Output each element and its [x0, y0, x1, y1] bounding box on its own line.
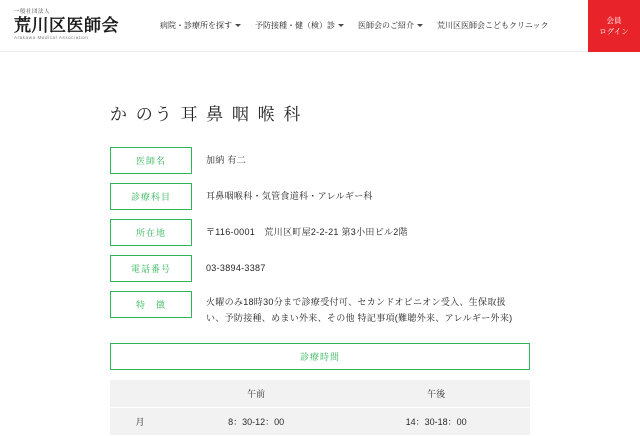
info-value: 03-3894-3387 [206, 263, 266, 273]
info-value: 耳鼻咽喉科・気管食道科・アレルギー科 [206, 191, 373, 201]
info-row-departments [110, 183, 530, 210]
info-label: 特 徴 [110, 291, 192, 318]
logo-subtitle: 一般社団法人 [14, 9, 51, 16]
info-label: 診療科目 [110, 183, 192, 210]
info-value: 〒116-0001 荒川区町屋2-2-21 第3小田ビル2階 [206, 227, 408, 237]
table-cell-day: 月 [110, 407, 170, 435]
table-header-corner [110, 380, 170, 408]
info-row-features [110, 291, 530, 327]
table-header-am: 午前 [170, 380, 342, 408]
main-content [0, 100, 640, 436]
logo-roman-text: Arakawa Medical Association [14, 35, 89, 41]
nav-item-about[interactable] [358, 20, 423, 31]
chevron-down-icon [235, 24, 241, 27]
info-row-address [110, 219, 530, 246]
nav-item-vaccination[interactable] [255, 20, 344, 31]
nav-item-label: 予防接種・健（検）診 [255, 21, 335, 30]
login-label-line2: ログイン [599, 27, 629, 36]
member-login-button[interactable] [588, 0, 640, 52]
login-label-line1: 会員 [606, 15, 622, 25]
nav-item-kids-clinic[interactable] [437, 20, 549, 31]
nav-item-label: 病院・診療所を探す [160, 21, 232, 30]
nav-item-find-clinic[interactable] [160, 20, 241, 31]
chevron-down-icon [417, 24, 423, 27]
info-row-phone [110, 255, 530, 282]
hours-table [110, 380, 530, 436]
table-row [110, 407, 530, 435]
nav-item-label: 医師会のご紹介 [358, 21, 414, 30]
site-header [0, 0, 640, 52]
main-navigation [160, 20, 640, 31]
table-header-pm: 午後 [342, 380, 530, 408]
info-value: 火曜のみ18時30分まで診療受付可、セカンドオピニオン受入、生保取扱い、予防接種、めまい外来、その他 特記事項(難聴外来、アレルギー外来) [206, 297, 513, 323]
info-value: 加納 有二 [206, 155, 247, 165]
info-label: 所在地 [110, 219, 192, 246]
site-logo[interactable] [0, 10, 150, 41]
logo-title: 荒川区医師会 [14, 15, 119, 35]
chevron-down-icon [338, 24, 344, 27]
info-row-doctor-name [110, 147, 530, 174]
info-label: 電話番号 [110, 255, 192, 282]
nav-item-label: 荒川区医師会こどもクリニック [437, 21, 549, 30]
page-title: か のう 耳 鼻 咽 喉 科 [110, 105, 303, 124]
table-header-row [110, 380, 530, 408]
hours-section-heading: 診療時間 [110, 343, 530, 370]
table-cell-pm: 14：30-18：00 [342, 407, 530, 435]
info-label: 医師名 [110, 147, 192, 174]
table-cell-am: 8：30-12：00 [170, 407, 342, 435]
